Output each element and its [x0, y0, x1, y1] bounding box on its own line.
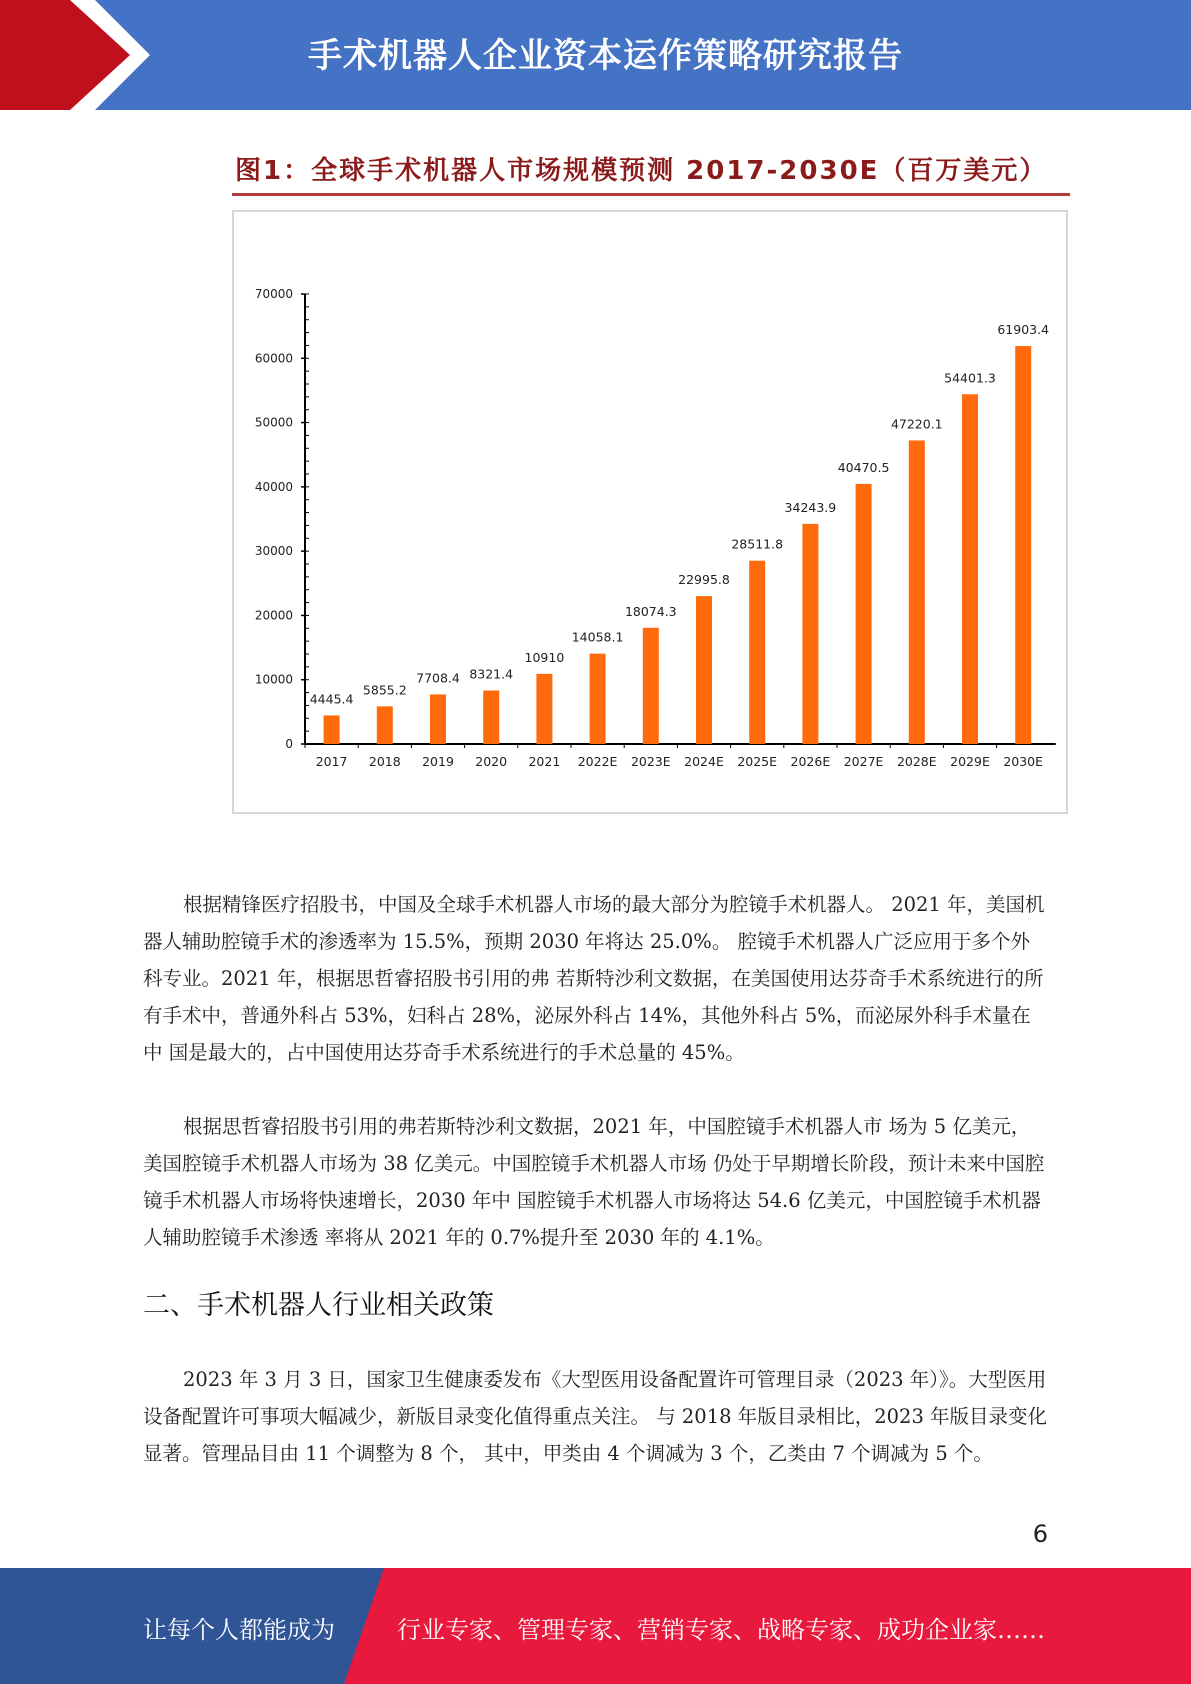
data-label-2022E: 14058.1	[571, 629, 624, 645]
x-tick-label-2024E: 2024E	[684, 754, 724, 769]
data-label-2030E: 61903.4	[997, 322, 1050, 338]
y-tick-label: 20000	[254, 608, 293, 623]
y-tick-label: 50000	[254, 415, 293, 430]
x-tick-label-2019: 2019	[422, 754, 454, 769]
data-label-2017: 4445.4	[309, 691, 354, 707]
bar-2024E	[696, 596, 712, 744]
data-label-2029E: 54401.3	[944, 370, 996, 386]
data-label-2028E: 47220.1	[890, 416, 943, 432]
x-tick-label-2028E: 2028E	[896, 754, 937, 769]
x-tick-label-2027E: 2027E	[843, 754, 884, 769]
bar-2026E	[802, 524, 818, 744]
bar-2027E	[856, 484, 872, 744]
figure-caption: 图1：全球手术机器人市场规模预测 2017-2030E（百万美元）	[235, 156, 1048, 186]
page-number: 6	[1032, 1520, 1048, 1548]
bar-2025E	[749, 561, 765, 744]
footer-slogan-left: 让每个人都能成为	[143, 1616, 335, 1644]
x-tick-label-2026E: 2026E	[790, 754, 831, 769]
y-tick-label: 70000	[254, 287, 293, 301]
data-label-2021: 10910	[524, 649, 565, 665]
y-tick-label: 30000	[254, 544, 293, 559]
bar-2030E	[1015, 346, 1031, 744]
x-tick-label-2023E: 2023E	[630, 754, 671, 769]
bar-2029E	[962, 394, 978, 744]
market-size-bar-chart	[234, 212, 1066, 812]
bar-2023E	[643, 628, 659, 744]
x-tick-label-2021: 2021	[528, 754, 561, 769]
y-tick-label: 40000	[254, 479, 293, 494]
page-footer	[0, 1568, 1191, 1684]
section-heading-policy: 二、手术机器人行业相关政策	[143, 1290, 494, 1321]
data-label-2023E: 18074.3	[624, 603, 677, 619]
data-label-2027E: 40470.5	[837, 459, 890, 475]
data-label-2018: 5855.2	[362, 682, 407, 698]
y-tick-label: 0	[285, 737, 293, 751]
bar-2021	[536, 674, 552, 744]
x-tick-label-2030E: 2030E	[1003, 754, 1044, 769]
y-tick-label: 10000	[254, 672, 293, 687]
y-tick-label: 60000	[254, 351, 293, 366]
x-tick-label-2020: 2020	[475, 754, 508, 769]
x-tick-label-2029E: 2029E	[950, 754, 990, 769]
bar-2018	[377, 706, 393, 744]
x-tick-label-2022E: 2022E	[577, 754, 618, 769]
data-label-2020: 8321.4	[469, 666, 514, 682]
chart-frame	[232, 210, 1068, 814]
x-tick-label-2025E: 2025E	[737, 754, 778, 769]
bar-2017	[324, 715, 340, 744]
bar-2020	[483, 691, 499, 744]
page-header	[0, 0, 1191, 110]
data-label-2026E: 34243.9	[784, 499, 837, 515]
paragraph-laparoscopic-market: 根据精锋医疗招股书，中国及全球手术机器人市场的最大部分为腔镜手术机器人。 2021 年，美国机器人辅助腔镜手术的渗透率为 15.5%，预期 2030 年将达 25.0%。 腔镜手术机器人广泛应用于多个外科专业。2021 年，根据思哲睿招股书引用的弗 若斯特沙利文数据，在美国使用达芬奇手术系统进行的所有手术中，普通外科占 53%，妇科占 28%，泌尿外科占 14%，其他外科占 5%，而泌尿外科手术量在中 国是最大的，占中国使用达芬奇手术系统进行的手术总量的 45%。	[143, 893, 1045, 1064]
data-label-2019: 7708.4	[416, 670, 460, 686]
x-tick-label-2018: 2018	[368, 754, 401, 769]
report-title: 手术机器人企业资本运作策略研究报告	[308, 36, 903, 76]
paragraph-policy: 2023 年 3 月 3 日，国家卫生健康委发布《大型医用设备配置许可管理目录（2023 年）》。大型医用设备配置许可事项大幅减少，新版目录变化值得重点关注。 与 2018 年版目录相比，2023 年版目录变化显著。管理品目由 11 个调整为 8 个， 其中，甲类由 4 个调减为 3 个，乙类由 7 个调减为 5 个。	[143, 1368, 1048, 1465]
data-label-2024E: 22995.8	[678, 572, 730, 588]
x-tick-label-2017: 2017	[315, 754, 348, 769]
bar-2019	[430, 694, 446, 744]
data-label-2025E: 28511.8	[731, 536, 784, 552]
footer-slogan-right: 行业专家、管理专家、营销专家、战略专家、成功企业家……	[397, 1616, 1045, 1644]
bar-2022E	[590, 654, 606, 744]
bar-2028E	[909, 440, 925, 744]
paragraph-china-market: 根据思哲睿招股书引用的弗若斯特沙利文数据，2021 年，中国腔镜手术机器人市 场为 5 亿美元，美国腔镜手术机器人市场为 38 亿美元。中国腔镜手术机器人市场 仍处于早期增长阶段，预计未来中国腔镜手术机器人市场将快速增长，2030 年中 国腔镜手术机器人市场将达 54.6 亿美元，中国腔镜手术机器人辅助腔镜手术渗透 率将从 2021 年的 0.7%提升至 2030 年的 4.1%。	[143, 1115, 1045, 1249]
figure-caption-rule	[232, 193, 1070, 196]
